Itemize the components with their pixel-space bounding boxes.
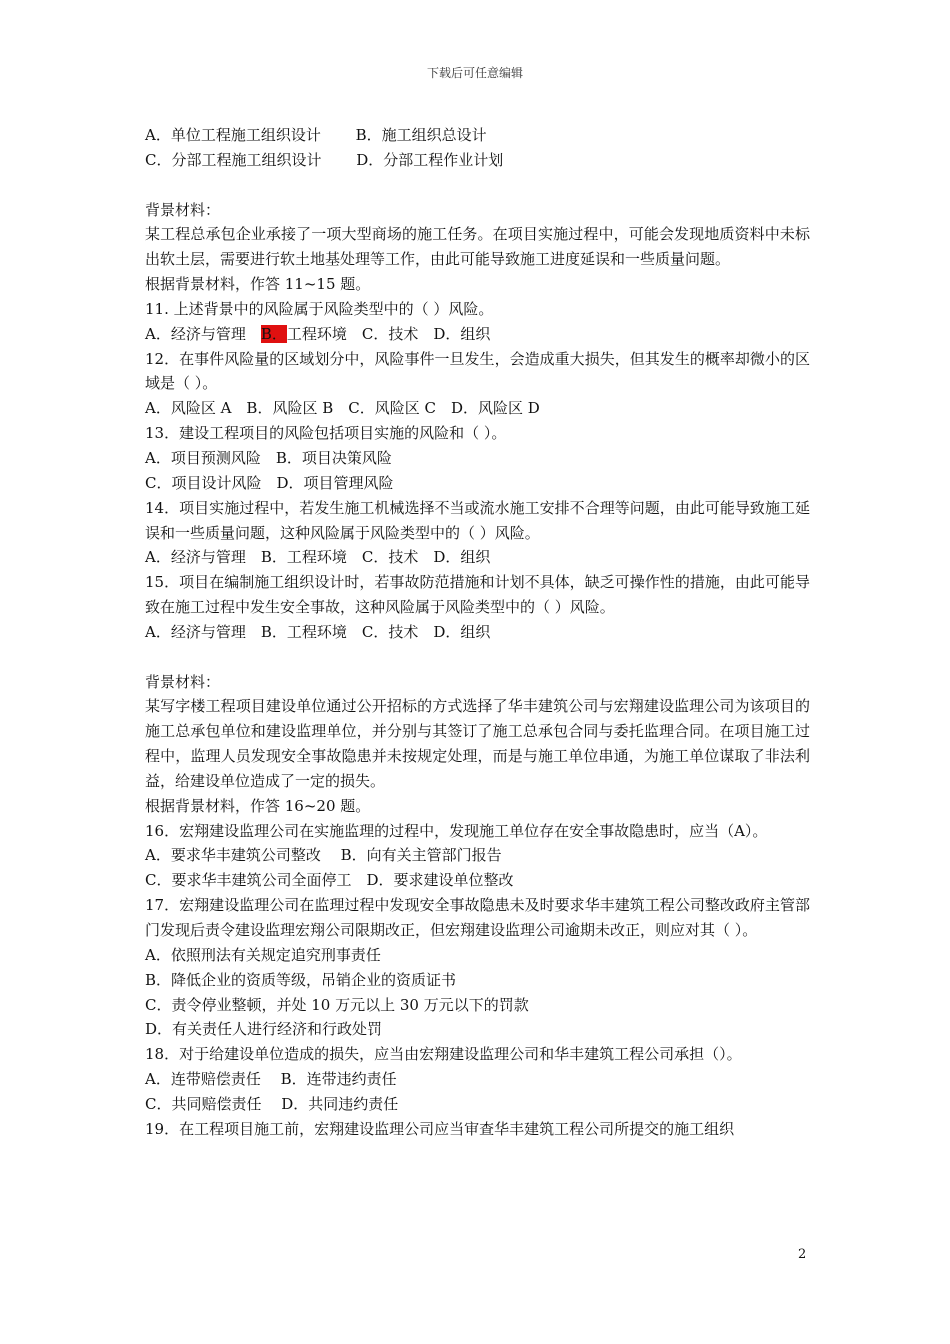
page-number: 2 (798, 1247, 807, 1262)
text-line: A．风险区 A B．风险区 B C．风险区 C D．风险区 D (145, 399, 540, 418)
option-text: A．经济与管理 (145, 324, 261, 343)
text-line: C．共同赔偿责任 D．共同违约责任 (145, 1094, 399, 1113)
text-paragraph: 某工程总承包企业承接了一项大型商场的施工任务。在项目实施过程中，可能会发现地质资料中未标出软土层，需要进行软土地基处理等工作，由此可能导致施工进度延误和一些质量问题。 (145, 225, 810, 269)
text-line: C．责令停业整顿，并处 10 万元以上 30 万元以下的罚款 (145, 995, 529, 1014)
text-line: C．项目设计风险 D．项目管理风险 (145, 473, 394, 492)
text-line: 背景材料： (145, 200, 221, 219)
blank-line (145, 173, 810, 198)
text-line: 根据背景材料，作答 11~15 题。 (145, 275, 371, 294)
text-line: 11. 上述背景中的风险属于风险类型中的（ ）风险。 (145, 299, 494, 318)
document-body (145, 123, 810, 1142)
text-line: A．项目预测风险 B．项目决策风险 (145, 448, 392, 467)
text-line: 19．在工程项目施工前，宏翔建设监理公司应当审查华丰建筑工程公司所提交的施工组织 (145, 1119, 735, 1138)
text-line: A．单位工程施工组织设计 B．施工组织总设计 (145, 126, 487, 144)
text-line: 背景材料： (145, 672, 221, 691)
highlighted-option: B． (260, 324, 287, 343)
page-header: 下载后可任意编辑 (426, 66, 523, 80)
text-line: B．降低企业的资质等级，吊销企业的资质证书 (145, 970, 457, 989)
text-line: 13．建设工程项目的风险包括项目实施的风险和（ ）。 (145, 424, 507, 443)
text-paragraph: 14．项目实施过程中，若发生施工机械选择不当或流水施工安排不合理等问题，由此可能导致施工延误和一些质量问题，这种风险属于风险类型中的（ ）风险。 (145, 498, 810, 542)
text-paragraph: 15．项目在编制施工组织设计时，若事故防范措施和计划不具体，缺乏可操作性的措施，由此可能导致在施工过程中发生安全事故，这种风险属于风险类型中的（ ）风险。 (145, 573, 810, 617)
text-line: 根据背景材料，作答 16~20 题。 (145, 796, 371, 815)
text-line: 18．对于给建设单位造成的损失，应当由宏翔建设监理公司和华丰建筑工程公司承担（）。 (145, 1045, 742, 1064)
text-line: D．有关责任人进行经济和行政处罚 (145, 1020, 383, 1039)
text-paragraph: 12．在事件风险量的区域划分中，风险事件一旦发生，会造成重大损失，但其发生的概率却微小的区域是（ ）。 (145, 349, 810, 393)
option-text: 工程环境 C．技术 D．组织 (286, 324, 491, 343)
answer-options-line (145, 322, 810, 347)
blank-line (145, 645, 810, 670)
text-line: A．要求华丰建筑公司整改 B．向有关主管部门报告 (145, 846, 502, 865)
text-line: A．依照刑法有关规定追究刑事责任 (145, 945, 381, 964)
text-line: A．连带赔偿责任 B．连带违约责任 (145, 1070, 397, 1089)
text-paragraph: 17．宏翔建设监理公司在监理过程中发现安全事故隐患未及时要求华丰建筑工程公司整改政府主管部门发现后责令建设监理宏翔公司限期改正，但宏翔建设监理公司逾期未改正，则应对其（ ）。 (145, 896, 810, 939)
text-line: C．分部工程施工组织设计 D．分部工程作业计划 (145, 150, 504, 169)
text-line: C．要求华丰建筑公司全面停工 D．要求建设单位整改 (145, 871, 514, 890)
text-line: A．经济与管理 B．工程环境 C．技术 D．组织 (145, 548, 491, 567)
text-paragraph: 16．宏翔建设监理公司在实施监理的过程中，发现施工单位存在安全事故隐患时，应当（A）。 (145, 821, 768, 840)
text-paragraph: 某写字楼工程项目建设单位通过公开招标的方式选择了华丰建筑公司与宏翔建设监理公司为该项目的施工总承包单位和建设监理单位，并分别与其签订了施工总承包合同与委托监理合同。在项目施工过程中，监理人员发现安全事故隐患并未按规定处理，而是与施工单位串通，为施工单位谋取了非法利益，给建设单位造成了一定的损失。 (145, 697, 810, 790)
text-line: A．经济与管理 B．工程环境 C．技术 D．组织 (145, 622, 491, 641)
